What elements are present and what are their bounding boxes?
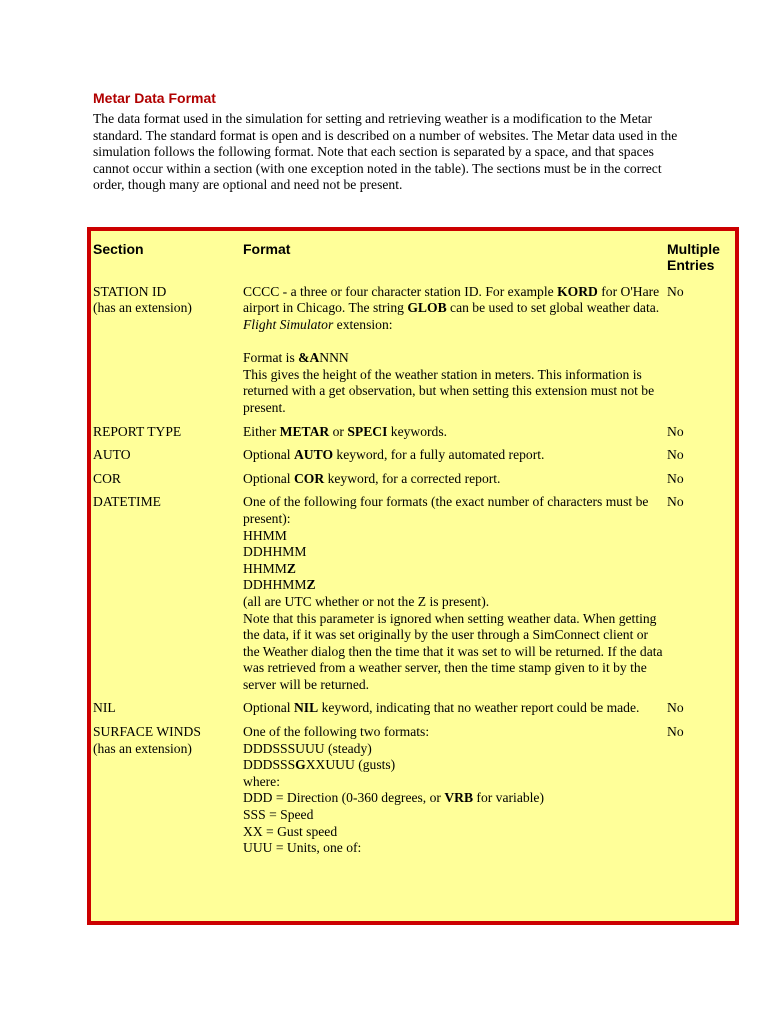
format-text: keyword, for a fully automated report. xyxy=(333,447,545,463)
format-text: for O'Hare airport in Chicago. The string xyxy=(243,283,660,316)
metar-format-table xyxy=(93,241,727,864)
format-line xyxy=(243,317,667,334)
format-keyword: COR xyxy=(293,470,325,486)
header-multiple-entries: Multiple Entries xyxy=(667,241,720,274)
format-line: This gives the height of the weather station in meters. This information is returned with a get observation, but when setting this extension must not be present. xyxy=(243,366,655,415)
metar-format-table-box xyxy=(87,227,739,925)
multiple-cell: No xyxy=(667,494,684,510)
section-note: (has an extension) xyxy=(93,300,192,316)
format-line: One of the following two formats: xyxy=(243,724,430,740)
spacer xyxy=(243,334,667,351)
format-line: DDDSSSUUU (steady) xyxy=(243,740,372,756)
format-keyword: GLOB xyxy=(407,300,447,316)
table-row xyxy=(93,494,727,700)
format-cell xyxy=(243,471,667,495)
format-cell xyxy=(243,447,667,471)
format-text: NNN xyxy=(319,350,349,366)
format-text: DDD = Direction (0-360 degrees, or xyxy=(243,790,445,806)
format-line: HHMM xyxy=(243,527,287,543)
table-row xyxy=(93,447,727,471)
section-note: (has an extension) xyxy=(93,740,192,756)
format-text: Optional xyxy=(243,447,294,463)
format-line xyxy=(243,577,667,594)
format-text: Optional xyxy=(243,470,294,486)
section-cell: NIL xyxy=(93,700,116,716)
section-name: SURFACE WINDS xyxy=(93,724,201,740)
multiple-cell: No xyxy=(667,447,684,463)
section-cell xyxy=(93,724,243,864)
section-name: STATION ID xyxy=(93,283,167,299)
format-line: UUU = Units, one of: xyxy=(243,840,362,856)
format-text: Format is xyxy=(243,350,299,366)
format-text: CCCC - a three or four character station ID. For example xyxy=(243,283,558,299)
header-format: Format xyxy=(243,241,291,257)
format-line xyxy=(243,350,667,367)
format-text: or xyxy=(329,423,348,439)
format-text: DDHHMM xyxy=(243,577,307,593)
format-text: keyword, for a corrected report. xyxy=(324,470,501,486)
format-keyword: Z xyxy=(286,560,296,576)
format-text: keywords. xyxy=(387,423,448,439)
multiple-cell: No xyxy=(667,700,684,716)
format-line xyxy=(243,561,667,578)
section-cell: REPORT TYPE xyxy=(93,423,182,439)
format-line: (all are UTC whether or not the Z is present). xyxy=(243,593,490,609)
format-line: where: xyxy=(243,773,280,789)
format-line xyxy=(243,790,667,807)
format-keyword: METAR xyxy=(279,423,330,439)
format-keyword: KORD xyxy=(557,283,598,299)
multiple-cell: No xyxy=(667,283,684,299)
format-line: SSS = Speed xyxy=(243,807,314,823)
format-line: DDHHMM xyxy=(243,544,307,560)
table-row xyxy=(93,284,727,424)
format-keyword: &A xyxy=(298,350,320,366)
format-text: can be used to set global weather data. xyxy=(446,300,660,316)
format-text: keyword, indicating that no weather report could be made. xyxy=(318,700,640,716)
format-italic: Flight Simulator xyxy=(243,317,334,332)
multiple-cell: No xyxy=(667,423,684,439)
format-cell xyxy=(243,494,667,700)
format-cell xyxy=(243,700,667,724)
format-text: DDDSSS xyxy=(243,757,296,773)
multiple-cell: No xyxy=(667,470,684,486)
format-line: One of the following four formats (the exact number of characters must be present): xyxy=(243,494,649,526)
table-row xyxy=(93,471,727,495)
format-keyword: G xyxy=(295,757,306,773)
page-title: Metar Data Format xyxy=(93,90,216,106)
table-row xyxy=(93,700,727,724)
section-cell xyxy=(93,284,243,424)
format-cell xyxy=(243,724,667,864)
format-keyword: Z xyxy=(306,577,316,593)
table-row xyxy=(93,724,727,864)
section-cell: AUTO xyxy=(93,447,131,463)
format-cell xyxy=(243,424,667,448)
format-line: XX = Gust speed xyxy=(243,823,338,839)
intro-paragraph: The data format used in the simulation for setting and retrieving weather is a modification to the Metar standard. The standard format is open and is described on a number of websites. The Metar data used in the simulation follows the following format. Note that each section is separated by a space, and that spaces cannot occur within a section (with one exception noted in the table). The sections must be in the correct order, though many are optional and need not be present. xyxy=(93,111,678,193)
format-text: Either xyxy=(243,423,280,439)
header-section: Section xyxy=(93,241,144,257)
format-keyword: VRB xyxy=(444,790,474,806)
format-line: Note that this parameter is ignored when setting weather data. When getting the data, if it was set originally by the user through a SimConnect client or the Weather dialog then the time that it was set to will be returned. If the data was retrieved from a weather server, then the time stamp given to it by the server will be returned. xyxy=(243,610,663,692)
format-keyword: SPECI xyxy=(347,423,388,439)
format-text: extension: xyxy=(333,317,393,332)
format-text: Optional xyxy=(243,700,294,716)
table-row xyxy=(93,424,727,448)
format-keyword: AUTO xyxy=(293,447,334,463)
format-keyword: NIL xyxy=(293,700,319,716)
section-cell: COR xyxy=(93,470,121,486)
multiple-cell: No xyxy=(667,724,684,740)
format-text: for variable) xyxy=(473,790,544,806)
format-text: XXUUU (gusts) xyxy=(305,757,396,773)
format-text: HHMM xyxy=(243,560,287,576)
format-cell xyxy=(243,284,667,424)
table-header-row xyxy=(93,241,727,284)
section-cell: DATETIME xyxy=(93,494,161,510)
format-line xyxy=(243,757,667,774)
